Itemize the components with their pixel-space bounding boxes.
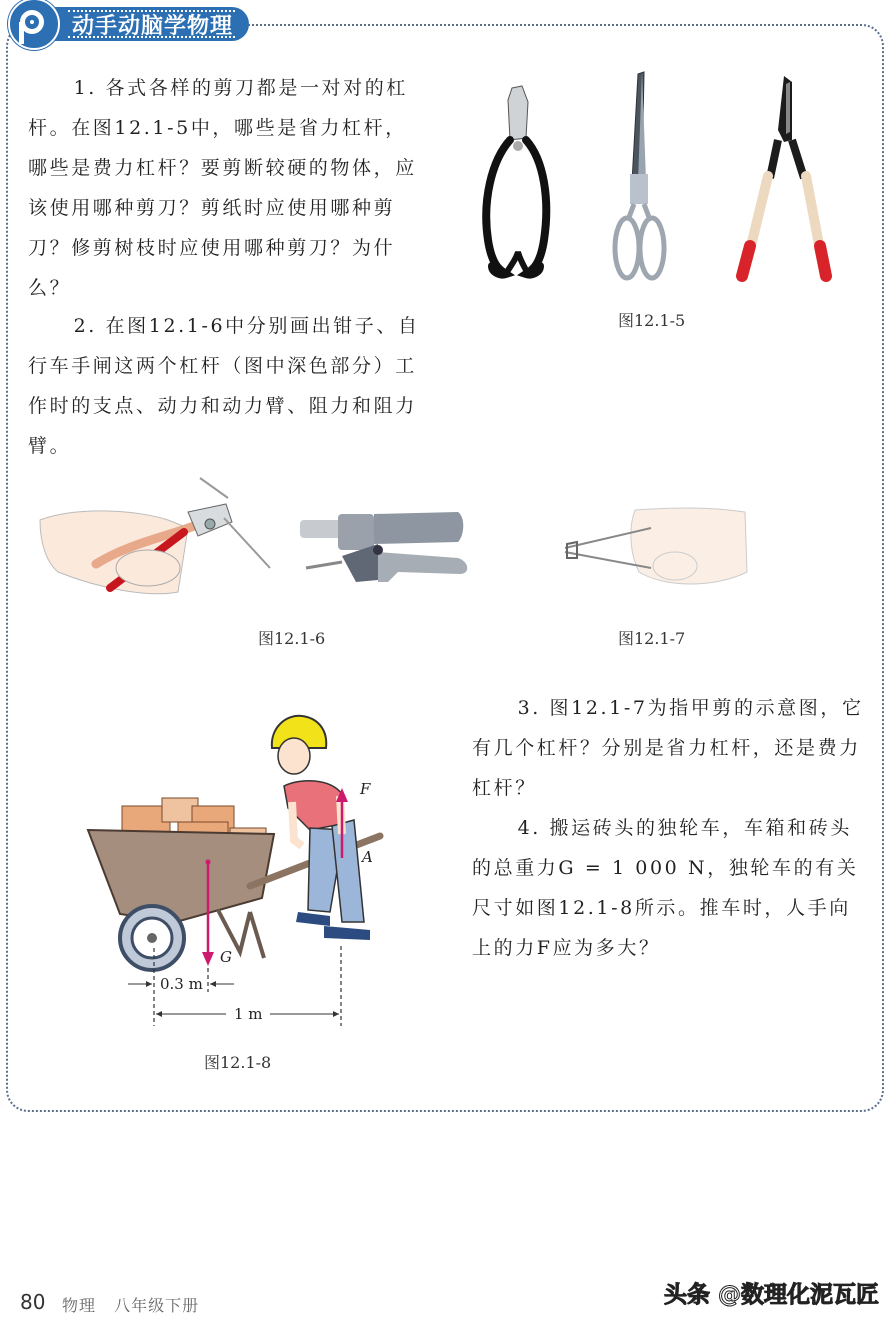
gravity-g-label: G [220,948,232,966]
figure-12-1-6 [38,472,478,612]
force-f-label: F [360,780,371,798]
pruning-shears-icon [742,76,826,276]
question-2 [28,306,428,466]
section-header [8,4,249,44]
worker-wheelbarrow-icon [88,716,380,1026]
bike-brake-lever-icon [300,512,467,582]
steel-scissors-icon [615,72,664,278]
figure-12-1-7-caption: 图12.1-7 [618,629,686,648]
figure-12-1-5-caption: 图12.1-5 [618,311,686,330]
figure-12-1-6-caption: 图12.1-6 [258,629,326,648]
short-dimension-label: 0.3 m [160,975,203,993]
figure-12-1-8-caption: 图12.1-8 [204,1053,272,1072]
question-4-text: 4. 搬运砖头的独轮车，车箱和砖头的总重力G = 1 000 N，独轮车的有关尺寸如图12.1-8所示。推车时，人手向上的力F应为多大？ [472,817,859,959]
question-3 [472,688,867,808]
question-1-text: 1. 各式各样的剪刀都是一对对的杠杆。在图12.1-5中，哪些是省力杠杆，哪些是费力杠杆？要剪断较硬的物体，应该使用哪种剪刀？剪纸时应使用哪种剪刀？修剪树枝时应使用哪种剪刀？为什么？ [28,77,417,299]
section-title: 动手动脑学物理 [42,7,249,41]
pliers-in-hand-icon [40,478,270,594]
question-4 [472,808,867,968]
nail-clipper-in-hand-icon [565,508,747,584]
point-a-label: A [362,848,373,866]
question-3-text: 3. 图12.1-7为指甲剪的示意图，它有几个杠杆？分别是省力杠杆，还是费力杠杆？ [472,697,864,799]
figure-12-1-5 [470,70,870,290]
book-title: 物理 八年级下册 [62,1296,200,1315]
section-logo-icon [8,0,60,50]
figure-12-1-8 [80,690,400,1030]
black-shears-icon [486,86,546,275]
question-2-text: 2. 在图12.1-6中分别画出钳子、自行车手闸这两个杠杆（图中深色部分）工作时的支点、动力和动力臂、阻力和阻力臂。 [28,315,420,457]
watermark: 头条 @数理化泥瓦匠 [664,1282,880,1308]
long-dimension-label: 1 m [234,1005,263,1023]
question-1 [28,68,428,308]
figure-12-1-7 [555,502,755,592]
page-number: 80 [20,1290,46,1314]
